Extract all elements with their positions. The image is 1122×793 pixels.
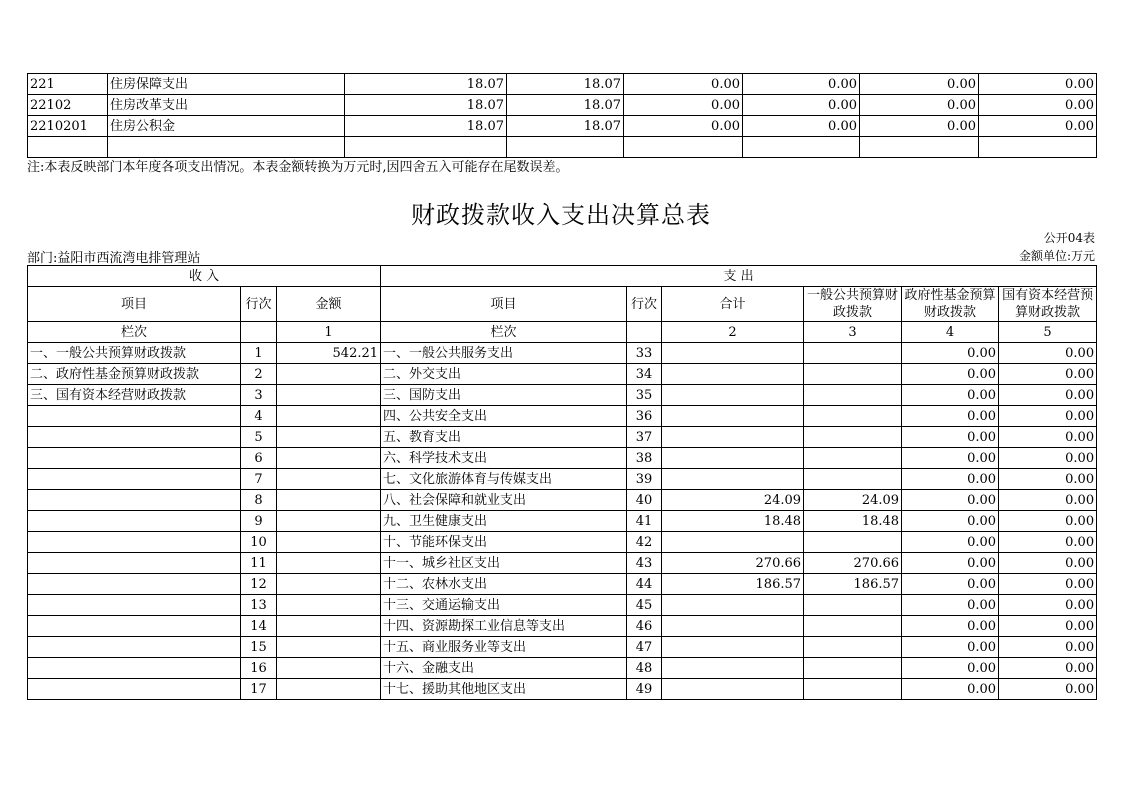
table-cell-in-line: 6 <box>241 448 277 469</box>
table-cell-code <box>28 137 108 158</box>
table-cell-cap: 0.00 <box>999 511 1097 532</box>
table-cell-cap: 0.00 <box>999 469 1097 490</box>
table-cell-in-line: 7 <box>241 469 277 490</box>
table-cell-out-item: 四、公共安全支出 <box>381 406 627 427</box>
table-cell-cap: 0.00 <box>999 385 1097 406</box>
table-cell-cap: 0.00 <box>999 574 1097 595</box>
table-cell-in-line: 2 <box>241 364 277 385</box>
table-cell-in-amt <box>277 511 381 532</box>
income-line-header: 行次 <box>241 287 277 322</box>
table-cell-gen <box>804 616 902 637</box>
table-row <box>28 658 1097 679</box>
table-cell-c5: 0.00 <box>860 74 979 95</box>
table-cell-cap: 0.00 <box>999 532 1097 553</box>
table-cell-in-item <box>28 469 241 490</box>
table-cell-c4: 0.00 <box>743 74 860 95</box>
table-cell-in-amt <box>277 385 381 406</box>
table-cell-c2 <box>507 137 624 158</box>
table-cell-out-item: 十五、商业服务业等支出 <box>381 637 627 658</box>
general-budget-header: 一般公共预算财政拨款 <box>804 287 902 322</box>
table-cell-c6 <box>979 137 1097 158</box>
table-cell-fund: 0.00 <box>902 658 999 679</box>
table-cell-in-line: 8 <box>241 490 277 511</box>
table-cell-out-item: 一、一般公共服务支出 <box>381 343 627 364</box>
table-cell-out-item: 九、卫生健康支出 <box>381 511 627 532</box>
table-cell-in-amt <box>277 658 381 679</box>
expense-detail-table <box>27 73 1097 158</box>
table-row <box>28 511 1097 532</box>
table-cell-out-line: 36 <box>627 406 662 427</box>
table-cell-c5: 0.00 <box>860 116 979 137</box>
table-cell-c5: 0.00 <box>860 95 979 116</box>
table-cell-in-amt <box>277 427 381 448</box>
table-cell-out-line: 42 <box>627 532 662 553</box>
table-cell-in-line: 3 <box>241 385 277 406</box>
table-cell-c1 <box>345 137 507 158</box>
table-cell-out-line: 45 <box>627 595 662 616</box>
table-cell-cap: 0.00 <box>999 637 1097 658</box>
table-cell-out-line: 35 <box>627 385 662 406</box>
table-cell-in-amt <box>277 616 381 637</box>
table-row <box>28 364 1097 385</box>
table-cell-total <box>662 364 804 385</box>
table-cell-total <box>662 637 804 658</box>
table-cell-code: 221 <box>28 74 108 95</box>
table-cell-out-item: 十七、援助其他地区支出 <box>381 679 627 700</box>
table-cell-in-amt <box>277 553 381 574</box>
table-row <box>28 343 1097 364</box>
table-cell-c4 <box>743 137 860 158</box>
department-label: 部门:益阳市西流湾电排管理站 <box>27 251 201 266</box>
table-cell-out-line: 38 <box>627 448 662 469</box>
table-cell-cap: 0.00 <box>999 658 1097 679</box>
table-cell-cap: 0.00 <box>999 343 1097 364</box>
table-cell-gen <box>804 637 902 658</box>
table-cell-c3: 0.00 <box>624 116 743 137</box>
table-cell-gen <box>804 679 902 700</box>
expense-item-header: 项目 <box>381 287 627 322</box>
table-row <box>28 532 1097 553</box>
table-cell-out-item: 十三、交通运输支出 <box>381 595 627 616</box>
table-cell-c3 <box>624 137 743 158</box>
table-row <box>28 679 1097 700</box>
table-cell-cap: 0.00 <box>999 427 1097 448</box>
table-row <box>28 95 1097 116</box>
table-cell-fund: 0.00 <box>902 406 999 427</box>
table-cell-c6: 0.00 <box>979 116 1097 137</box>
state-capital-header: 国有资本经营预算财政拨款 <box>999 287 1097 322</box>
table-cell-out-item: 五、教育支出 <box>381 427 627 448</box>
table-cell-name: 住房改革支出 <box>108 95 345 116</box>
col-index-4: 4 <box>902 322 999 343</box>
table-row <box>28 448 1097 469</box>
table-cell-total <box>662 385 804 406</box>
table-cell-out-line: 46 <box>627 616 662 637</box>
table-cell-in-item <box>28 574 241 595</box>
table-cell-fund: 0.00 <box>902 532 999 553</box>
col-index-empty <box>241 322 277 343</box>
table-cell-total: 270.66 <box>662 553 804 574</box>
table-cell-gen <box>804 343 902 364</box>
table-cell-total <box>662 679 804 700</box>
table-cell-cap: 0.00 <box>999 448 1097 469</box>
table-cell-gen <box>804 448 902 469</box>
table-row <box>28 137 1097 158</box>
table-cell-in-amt <box>277 490 381 511</box>
table-cell-in-line: 12 <box>241 574 277 595</box>
fiscal-summary-table <box>27 265 1097 700</box>
table-cell-out-item: 十四、资源勘探工业信息等支出 <box>381 616 627 637</box>
col-index-1: 1 <box>277 322 381 343</box>
table-cell-fund: 0.00 <box>902 574 999 595</box>
table-cell-gen: 186.57 <box>804 574 902 595</box>
table-row <box>28 406 1097 427</box>
table-cell-fund: 0.00 <box>902 427 999 448</box>
table-cell-fund: 0.00 <box>902 511 999 532</box>
gov-fund-header: 政府性基金预算财政拨款 <box>902 287 999 322</box>
table-cell-total <box>662 448 804 469</box>
table-cell-c2: 18.07 <box>507 95 624 116</box>
table-cell-out-item: 二、外交支出 <box>381 364 627 385</box>
table-cell-out-line: 39 <box>627 469 662 490</box>
table-cell-in-item <box>28 448 241 469</box>
table-cell-in-item: 二、政府性基金预算财政拨款 <box>28 364 241 385</box>
table-cell-cap: 0.00 <box>999 679 1097 700</box>
table-cell-fund: 0.00 <box>902 343 999 364</box>
table-cell-out-line: 48 <box>627 658 662 679</box>
table-cell-fund: 0.00 <box>902 595 999 616</box>
income-header: 收 入 <box>28 266 381 287</box>
table-cell-total <box>662 427 804 448</box>
table-cell-cap: 0.00 <box>999 595 1097 616</box>
table-cell-total <box>662 406 804 427</box>
table-cell-in-item <box>28 553 241 574</box>
unit-label: 金额单位:万元 <box>1018 249 1095 263</box>
table-cell-fund: 0.00 <box>902 616 999 637</box>
table-cell-out-line: 47 <box>627 637 662 658</box>
table-cell-in-amt <box>277 679 381 700</box>
table-row <box>28 574 1097 595</box>
table-row <box>28 553 1097 574</box>
total-header: 合计 <box>662 287 804 322</box>
table-cell-cap: 0.00 <box>999 406 1097 427</box>
table-cell-cap: 0.00 <box>999 364 1097 385</box>
table-cell-c3: 0.00 <box>624 74 743 95</box>
table-cell-out-item: 十六、金融支出 <box>381 658 627 679</box>
table-row <box>28 637 1097 658</box>
table-cell-in-amt: 542.21 <box>277 343 381 364</box>
table-cell-total <box>662 343 804 364</box>
table-cell-out-item: 十一、城乡社区支出 <box>381 553 627 574</box>
table-cell-c4: 0.00 <box>743 116 860 137</box>
table-cell-in-item: 三、国有资本经营财政拨款 <box>28 385 241 406</box>
table-cell-in-amt <box>277 448 381 469</box>
table-cell-out-item: 八、社会保障和就业支出 <box>381 490 627 511</box>
table-cell-total <box>662 469 804 490</box>
table-cell-in-amt <box>277 469 381 490</box>
table-cell-out-line: 40 <box>627 490 662 511</box>
income-amount-header: 金额 <box>277 287 381 322</box>
table-cell-code: 2210201 <box>28 116 108 137</box>
table-cell-total <box>662 595 804 616</box>
table-cell-in-item <box>28 532 241 553</box>
table-cell-c2: 18.07 <box>507 116 624 137</box>
table-cell-fund: 0.00 <box>902 679 999 700</box>
table-cell-in-item <box>28 406 241 427</box>
table-cell-in-line: 11 <box>241 553 277 574</box>
table-row <box>28 74 1097 95</box>
table-cell-gen <box>804 658 902 679</box>
table-cell-in-item: 一、一般公共预算财政拨款 <box>28 343 241 364</box>
table-cell-out-line: 33 <box>627 343 662 364</box>
table-cell-c6: 0.00 <box>979 95 1097 116</box>
table-row <box>28 490 1097 511</box>
table-cell-c1: 18.07 <box>345 74 507 95</box>
table-cell-out-item: 三、国防支出 <box>381 385 627 406</box>
table-cell-gen <box>804 469 902 490</box>
table-cell-gen <box>804 364 902 385</box>
table-cell-in-line: 15 <box>241 637 277 658</box>
table-cell-c1: 18.07 <box>345 95 507 116</box>
table-cell-out-line: 44 <box>627 574 662 595</box>
table-cell-fund: 0.00 <box>902 490 999 511</box>
header-row-column-index <box>28 322 1097 343</box>
col-index-5: 5 <box>999 322 1097 343</box>
col-label: 栏次 <box>28 322 241 343</box>
table-cell-cap: 0.00 <box>999 553 1097 574</box>
table-cell-in-line: 9 <box>241 511 277 532</box>
table-cell-cap: 0.00 <box>999 490 1097 511</box>
form-number: 公开04表 <box>1043 231 1095 245</box>
table-cell-in-item <box>28 616 241 637</box>
table-cell-out-line: 41 <box>627 511 662 532</box>
header-row-section <box>28 266 1097 287</box>
expense-header: 支 出 <box>381 266 1097 287</box>
table-cell-fund: 0.00 <box>902 469 999 490</box>
table-cell-fund: 0.00 <box>902 364 999 385</box>
table-cell-fund: 0.00 <box>902 637 999 658</box>
table-cell-out-line: 49 <box>627 679 662 700</box>
page-title: 财政拨款收入支出决算总表 <box>411 201 711 229</box>
table-cell-out-line: 43 <box>627 553 662 574</box>
table-cell-in-line: 16 <box>241 658 277 679</box>
table-cell-gen: 24.09 <box>804 490 902 511</box>
table-cell-in-line: 17 <box>241 679 277 700</box>
table-row <box>28 427 1097 448</box>
table-cell-total <box>662 616 804 637</box>
table-cell-total: 18.48 <box>662 511 804 532</box>
table-cell-in-item <box>28 679 241 700</box>
header-row-columns <box>28 287 1097 322</box>
income-item-header: 项目 <box>28 287 241 322</box>
table-cell-name <box>108 137 345 158</box>
col-index-2: 2 <box>662 322 804 343</box>
table-cell-in-line: 10 <box>241 532 277 553</box>
table-row <box>28 469 1097 490</box>
expense-line-header: 行次 <box>627 287 662 322</box>
table-cell-name: 住房保障支出 <box>108 74 345 95</box>
table-cell-in-item <box>28 427 241 448</box>
table-cell-gen: 270.66 <box>804 553 902 574</box>
table-cell-total <box>662 532 804 553</box>
table-cell-c3: 0.00 <box>624 95 743 116</box>
table-cell-c4: 0.00 <box>743 95 860 116</box>
col-label-2: 栏次 <box>381 322 627 343</box>
table-cell-gen <box>804 532 902 553</box>
table-cell-gen <box>804 595 902 616</box>
table-cell-gen <box>804 406 902 427</box>
table-cell-c1: 18.07 <box>345 116 507 137</box>
table-cell-fund: 0.00 <box>902 553 999 574</box>
table-row <box>28 116 1097 137</box>
col-index-empty-2 <box>627 322 662 343</box>
table-cell-out-item: 十、节能环保支出 <box>381 532 627 553</box>
table-cell-name: 住房公积金 <box>108 116 345 137</box>
table-cell-c2: 18.07 <box>507 74 624 95</box>
table-cell-in-item <box>28 658 241 679</box>
table-cell-total: 24.09 <box>662 490 804 511</box>
table-cell-out-item: 十二、农林水支出 <box>381 574 627 595</box>
table-cell-fund: 0.00 <box>902 385 999 406</box>
table-cell-in-amt <box>277 364 381 385</box>
table-cell-in-amt <box>277 574 381 595</box>
table-cell-code: 22102 <box>28 95 108 116</box>
table-note: 注:本表反映部门本年度各项支出情况。本表金额转换为万元时,因四舍五入可能存在尾数误差。 <box>27 160 569 175</box>
table-cell-out-item: 七、文化旅游体育与传媒支出 <box>381 469 627 490</box>
table-row <box>28 616 1097 637</box>
table-cell-gen <box>804 427 902 448</box>
table-cell-cap: 0.00 <box>999 616 1097 637</box>
table-cell-out-line: 37 <box>627 427 662 448</box>
table-cell-in-item <box>28 595 241 616</box>
table-cell-in-line: 14 <box>241 616 277 637</box>
table-row <box>28 595 1097 616</box>
table-cell-in-item <box>28 637 241 658</box>
table-cell-out-line: 34 <box>627 364 662 385</box>
table-cell-c5 <box>860 137 979 158</box>
table-cell-in-line: 1 <box>241 343 277 364</box>
table-cell-total: 186.57 <box>662 574 804 595</box>
table-cell-out-item: 六、科学技术支出 <box>381 448 627 469</box>
table-cell-in-amt <box>277 595 381 616</box>
table-cell-in-item <box>28 490 241 511</box>
table-cell-in-amt <box>277 532 381 553</box>
table-cell-in-item <box>28 511 241 532</box>
col-index-3: 3 <box>804 322 902 343</box>
table-cell-gen: 18.48 <box>804 511 902 532</box>
table-cell-in-amt <box>277 406 381 427</box>
table-cell-in-line: 5 <box>241 427 277 448</box>
table-cell-in-line: 13 <box>241 595 277 616</box>
table-cell-in-line: 4 <box>241 406 277 427</box>
table-cell-fund: 0.00 <box>902 448 999 469</box>
table-cell-in-amt <box>277 637 381 658</box>
table-row <box>28 385 1097 406</box>
table-cell-total <box>662 658 804 679</box>
table-cell-gen <box>804 385 902 406</box>
table-cell-c6: 0.00 <box>979 74 1097 95</box>
